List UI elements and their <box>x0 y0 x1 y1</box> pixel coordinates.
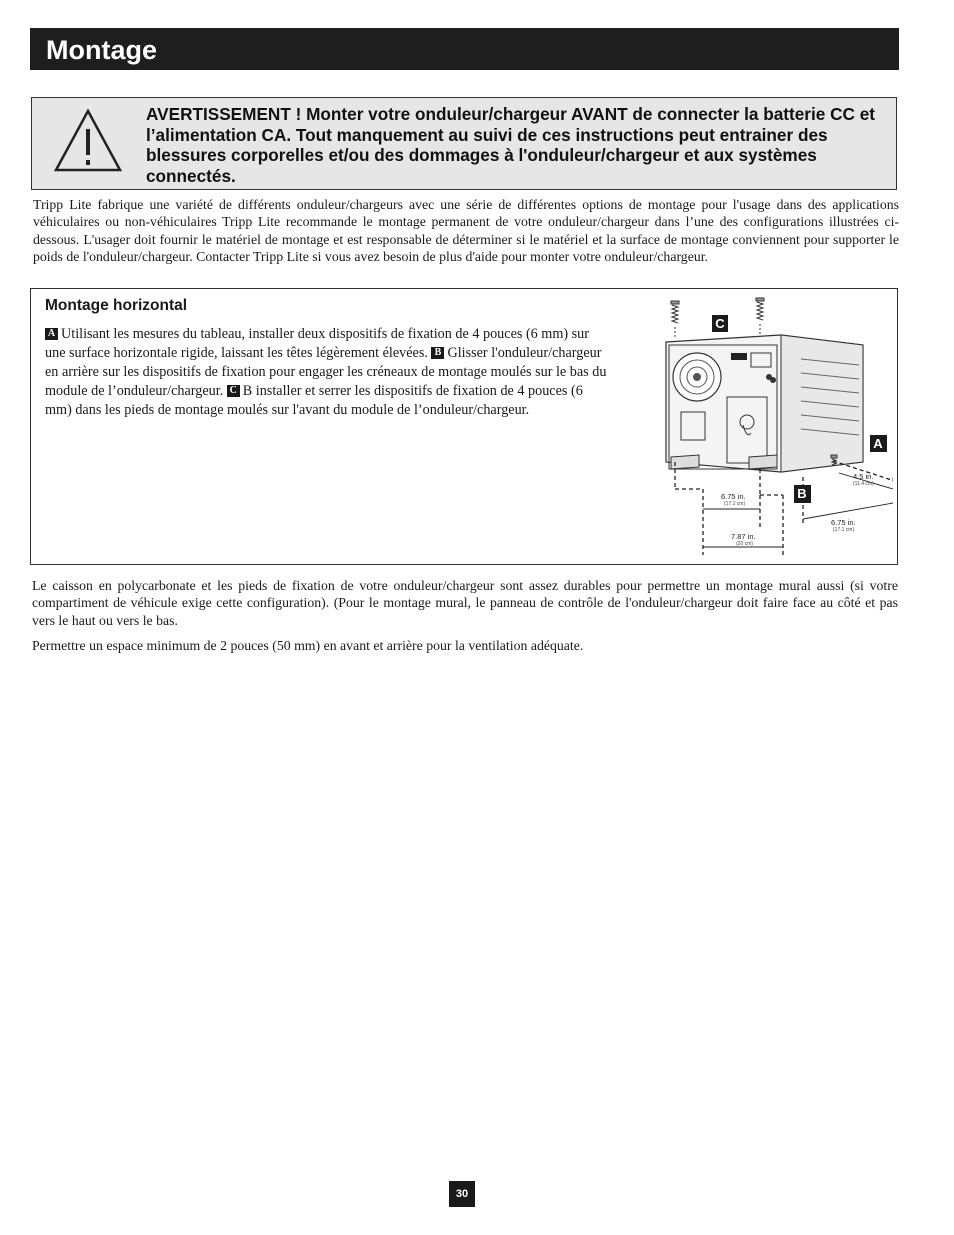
section-heading: Montage horizontal <box>45 297 188 314</box>
ventilation-paragraph: Permettre un espace minimum de 2 pouces (50 mm) en avant et arrière pour la ventilation adéquate. <box>32 638 584 653</box>
screw-icon <box>756 298 764 320</box>
title-bar <box>30 28 899 70</box>
dimension-label-cm: (11.4 cm) <box>853 481 874 487</box>
mounting-diagram <box>631 297 893 559</box>
step-a-badge: A <box>45 328 58 340</box>
warning-triangle-icon <box>53 107 123 173</box>
inverter-unit <box>666 335 863 472</box>
step-c-text: B installer et serrer les dispositifs de fixation de 4 pouces (6 mm) dans les pieds de montage moulés sur l'avant du module de l’onduleur/chargeur. <box>45 383 583 418</box>
dimension-label-cm: (17.1 cm) <box>724 501 746 507</box>
intro-paragraph: Tripp Lite fabrique une variété de différents onduleur/chargeurs avec une série de différentes options de montage pour l'usage dans des applications véhiculaires ou non-véhiculaires Tripp Lite recommande le montage permanent de votre onduleur/chargeur dans l’une des configurations illustrées ci-dessous. L'usager doit fournir le matériel de montage et est responsable de déterminer si le matériel et la surface de montage conviennent pour supporter le poids de l'onduleur/chargeur. Contacter Tripp Lite si vous avez besoin de plus d'aide pour monter votre onduleur/chargeur. <box>33 197 899 264</box>
horizontal-mount-section <box>30 288 898 565</box>
label-b: B <box>797 486 807 501</box>
page-title: Montage <box>46 35 157 65</box>
dimension-label-cm: (20 cm) <box>736 541 753 547</box>
dimension-label: 4.5 in. <box>853 472 874 481</box>
warning-text: AVERTISSEMENT ! Monter votre onduleur/chargeur AVANT de connecter la batterie CC et l’alimentation CA. Tout manquement au suivi de ces instructions peut entrainer des blessures corporelles et/ou des dommages à l'onduleur/chargeur et aux systèmes connectés. <box>146 104 875 186</box>
dimension-label: 7.87 in. <box>731 532 756 541</box>
page-number: 30 <box>449 1181 475 1207</box>
label-c: C <box>715 316 725 331</box>
step-b-text: Glisser l'onduleur/chargeur en arrière sur les dispositifs de fixation pour engager les créneaux de montage moulés sur le bas du module de l’onduleur/chargeur. <box>45 345 607 399</box>
dimension-label: 6.75 in. <box>721 492 746 501</box>
label-a: A <box>873 436 883 451</box>
horizontal-mount-instructions <box>45 325 607 420</box>
wall-mount-paragraph: Le caisson en polycarbonate et les pieds de fixation de votre onduleur/chargeur sont assez durables pour permettre un montage mural aussi (si votre compartiment de véhicule exige cette configuration). (Pour le montage mural, le panneau de contrôle de l'onduleur/chargeur doit faire face au côté et pas vers le haut ou vers le bas. <box>32 578 898 628</box>
dimension-label-cm: (17.1 cm) <box>833 527 855 533</box>
warning-box <box>31 97 897 190</box>
screw-icon <box>671 301 679 323</box>
dimension-label: 6.75 in. <box>831 518 856 527</box>
step-c-badge: C <box>227 385 240 397</box>
step-b-badge: B <box>431 347 444 359</box>
step-a-text: Utilisant les mesures du tableau, installer deux dispositifs de fixation de 4 pouces (6 mm) sur une surface horizontale rigide, laissant les têtes légèrement élevées. <box>45 326 589 361</box>
